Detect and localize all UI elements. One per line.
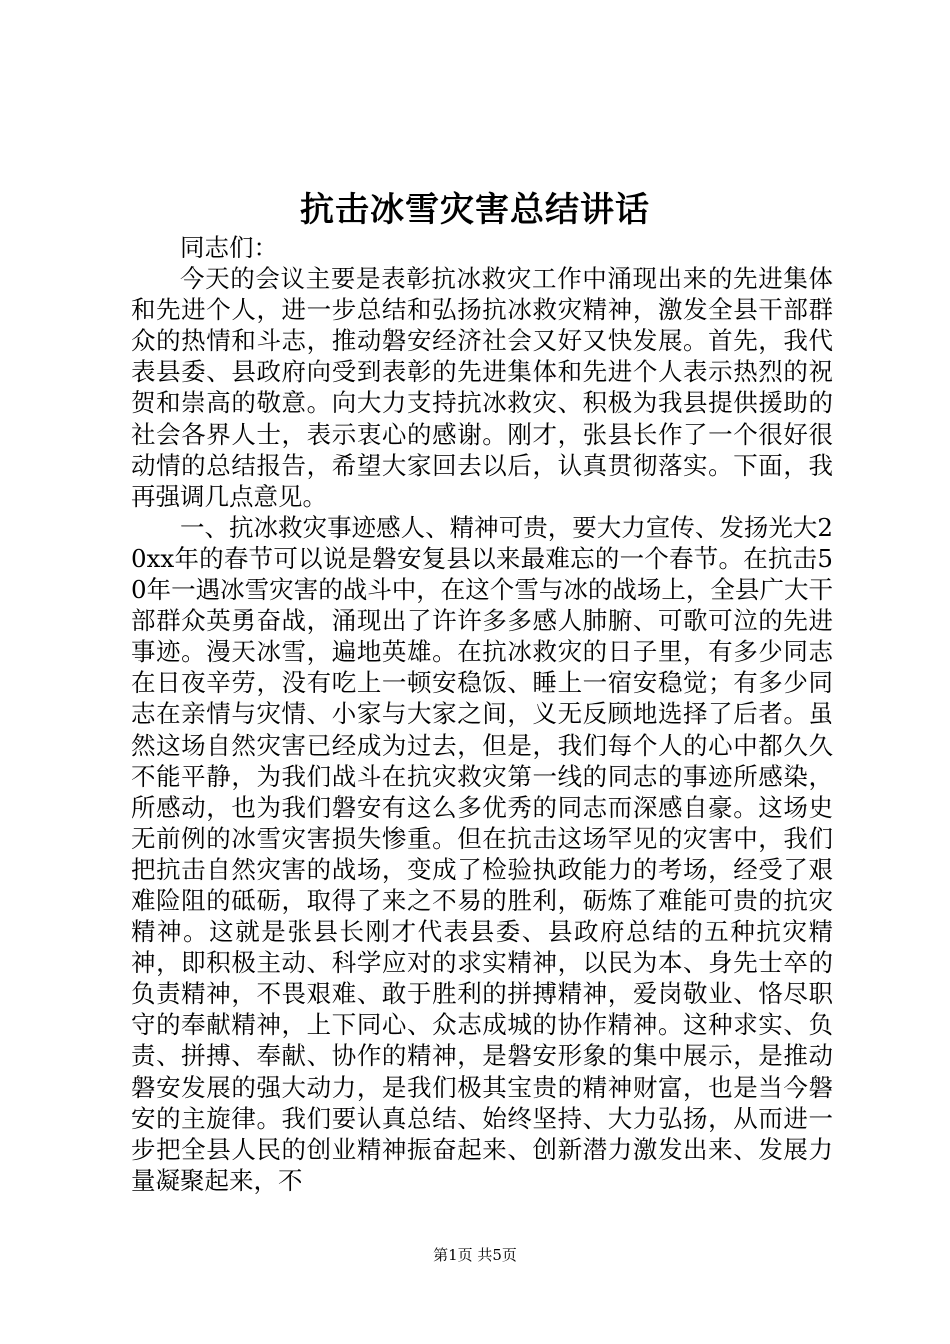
paragraph-intro: 今天的会议主要是表彰抗冰救灾工作中涌现出来的先进集体和先进个人，进一步总结和弘扬抗冰救灾精神，激发全县干部群众的热情和斗志，推动磐安经济社会又好又快发展。首先，我代表县委、县政府向受到表彰的先进集体和先进个人表示热烈的祝贺和崇高的敬意。向大力支持抗冰救灾、积极为我县提供援助的社会各界人士，表示衷心的感谢。刚才，张县长作了一个很好很动情的总结报告，希望大家回去以后，认真贯彻落实。下面，我再强调几点意见。 (131, 264, 833, 511)
paragraph-section-one: 一、抗冰救灾事迹感人、精神可贵，要大力宣传、发扬光大20xx年的春节可以说是磐安复县以来最难忘的一个春节。在抗击50年一遇冰雪灾害的战斗中，在这个雪与冰的战场上，全县广大干部群众英勇奋战，涌现出了许许多多感人肺腑、可歌可泣的先进事迹。漫天冰雪，遍地英雄。在抗冰救灾的日子里，有多少同志在日夜辛劳，没有吃上一顿安稳饭、睡上一宿安稳觉；有多少同志在亲情与灾情、小家与大家之间，义无反顾地选择了后者。虽然这场自然灾害已经成为过去，但是，我们每个人的心中都久久不能平静，为我们战斗在抗灾救灾第一线的同志的事迹所感染，所感动，也为我们磐安有这么多优秀的同志而深感自豪。这场史无前例的冰雪灾害损失惨重。但在抗击这场罕见的灾害中，我们把抗击自然灾害的战场，变成了检验执政能力的考场，经受了艰难险阻的砥砺，取得了来之不易的胜利，砺炼了难能可贵的抗灾精神。这就是张县长刚才代表县委、县政府总结的五种抗灾精神，即积极主动、科学应对的求实精神，以民为本、身先士卒的负责精神，不畏艰难、敢于胜利的拼搏精神，爱岗敬业、恪尽职守的奉献精神，上下同心、众志成城的协作精神。这种求实、负责、拼搏、奉献、协作的精神，是磐安形象的集中展示，是推动磐安发展的强大动力，是我们极其宝贵的精神财富，也是当今磐安的主旋律。我们要认真总结、始终坚持、大力弘扬，从而进一步把全县人民的创业精神振奋起来、创新潜力激发出来、发展力量凝聚起来，不 (131, 512, 833, 1195)
salutation: 同志们： (180, 233, 278, 262)
document-body (131, 232, 833, 1196)
page-number-footer: 第1页 共5页 (433, 1246, 517, 1264)
document-title: 抗击冰雪灾害总结讲话 (300, 190, 650, 230)
